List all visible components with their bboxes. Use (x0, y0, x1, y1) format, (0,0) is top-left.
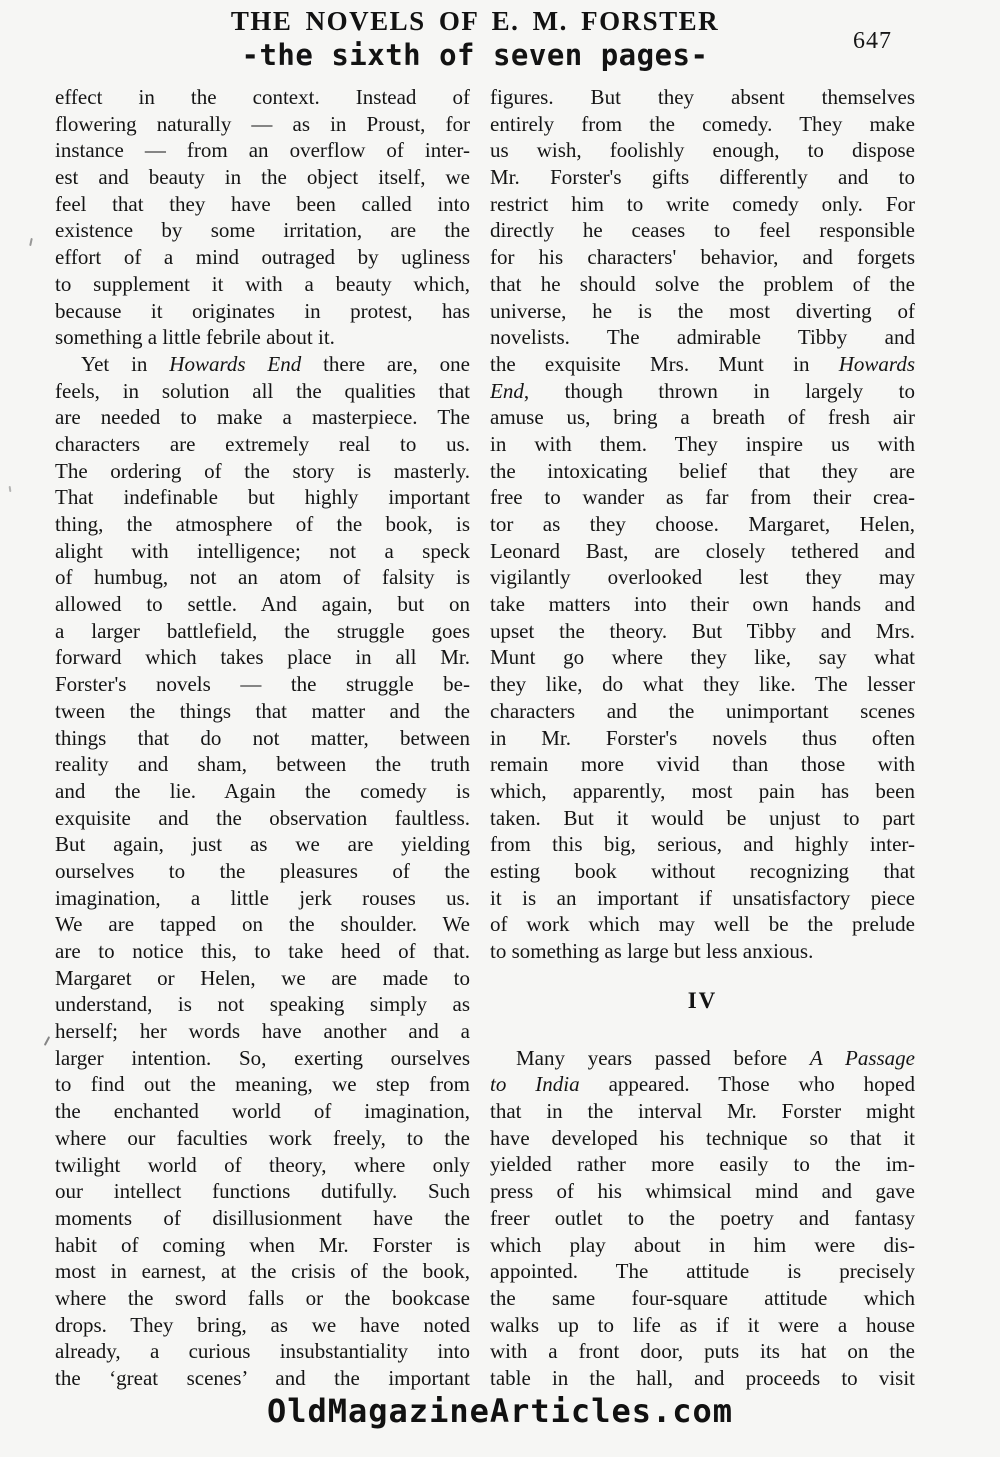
text-line (490, 564, 915, 591)
text-run: drops. They bring, as we have noted (55, 1312, 470, 1337)
text-line (55, 1152, 470, 1179)
text-line (490, 431, 915, 458)
text-run: reality and sham, between the truth (55, 752, 470, 777)
text-run: directly he ceases to feel responsible (490, 218, 915, 243)
text-run: for his characters' behavior, and forgets (490, 245, 915, 270)
text-line (490, 751, 915, 778)
text-run: forward which takes place in all Mr. (55, 645, 470, 670)
text-line (490, 244, 915, 271)
text-run: esting book without recognizing that (490, 858, 915, 883)
text-run: est and beauty in the object itself, we (55, 165, 470, 190)
text-run: of work which may well be the prelude (490, 912, 915, 937)
text-run: feels, in solution all the qualities that (55, 378, 470, 403)
text-run: amuse us, bring a breath of fresh air (490, 405, 915, 430)
text-run: The ordering of the story is masterly. (55, 458, 470, 483)
text-line (55, 1125, 470, 1152)
text-line (490, 1071, 915, 1098)
text-run: from this big, serious, and highly inter- (490, 832, 915, 857)
text-run: characters are extremely real to us. (55, 431, 470, 456)
text-line (55, 164, 470, 191)
text-line (490, 111, 915, 138)
text-line (490, 458, 915, 485)
text-line (55, 217, 470, 244)
text-line (55, 84, 470, 111)
text-run: Margaret or Helen, we are made to (55, 965, 470, 990)
text-run: press of his whimsical mind and gave (490, 1179, 915, 1204)
text-run: they like, do what they like. The lesser (490, 672, 915, 697)
text-run: instance — from an overflow of inter- (55, 138, 470, 163)
text-line (490, 217, 915, 244)
text-run: entirely from the comedy. They make (490, 111, 915, 136)
text-line (490, 351, 915, 378)
text-run: a larger battlefield, the struggle goes (55, 618, 470, 643)
text-run: to find out the meaning, we step from (55, 1072, 470, 1097)
text-run: thing, the atmosphere of the book, is (55, 512, 470, 536)
text-line (55, 484, 470, 511)
text-run: tor as they choose. Margaret, Helen, (490, 512, 915, 536)
text-line (490, 591, 915, 618)
page-sequence-note: -the sixth of seven pages- (241, 38, 709, 72)
text-run: imagination, a little jerk rouses us. (55, 885, 470, 910)
text-line (490, 84, 915, 111)
text-line (55, 858, 470, 885)
text-line (490, 1151, 915, 1178)
text-line (55, 698, 470, 725)
text-run: of humbug, not an atom of falsity is (55, 565, 470, 590)
text-line (490, 644, 915, 671)
text-run: ourselves to the pleasures of the (55, 858, 470, 883)
text-line (490, 858, 915, 885)
text-run: which play about in him were dis- (490, 1232, 915, 1257)
text-line (490, 538, 915, 565)
text-run: most in earnest, at the crisis of the book, (55, 1259, 470, 1284)
article-body (55, 84, 915, 1392)
text-run: that in the interval Mr. Forster might (490, 1099, 915, 1124)
page-footer (0, 1392, 1000, 1430)
text-line (55, 511, 470, 538)
text-run: effort of a mind outraged by ugliness (55, 245, 470, 270)
text-line (55, 298, 470, 325)
text-line (490, 404, 915, 431)
text-run: Munt go where they like, say what (490, 645, 915, 670)
text-run: in Mr. Forster's novels thus often (490, 725, 915, 750)
article-title: THE NOVELS OF E. M. FORSTER (230, 6, 720, 36)
left-column (55, 84, 470, 1392)
text-line (490, 511, 915, 538)
watermark-text: OldMagazineArticles.com (266, 1392, 734, 1430)
text-line (55, 1338, 470, 1365)
text-line (55, 618, 470, 645)
text-run: herself; her words have another and a (55, 1019, 470, 1044)
text-line (490, 484, 915, 511)
text-line (490, 1232, 915, 1259)
text-line (55, 564, 470, 591)
text-line (490, 137, 915, 164)
text-line (490, 1098, 915, 1125)
text-run: universe, he is the most diverting of (490, 298, 915, 323)
text-line (490, 271, 915, 298)
text-line (55, 885, 470, 912)
text-line (490, 324, 915, 351)
text-run: understand, is not speaking simply as (55, 992, 470, 1017)
text-run: and the lie. Again the comedy is (55, 778, 470, 803)
text-run: Many years passed before (516, 1045, 810, 1070)
text-run: the intoxicating belief that they are (490, 458, 915, 483)
text-run: already, a curious insubstantiality into (55, 1339, 470, 1364)
text-run: moments of disillusionment have the (55, 1205, 470, 1230)
text-run: with a front door, puts its hat on the (490, 1339, 915, 1364)
text-line (490, 1125, 915, 1152)
text-line (490, 1285, 915, 1312)
text-line (55, 404, 470, 431)
text-run: table in the hall, and proceeds to visit (490, 1365, 915, 1390)
text-line (490, 938, 915, 965)
text-line (55, 965, 470, 992)
text-line (490, 1178, 915, 1205)
text-run: us wish, foolishly enough, to dispose (490, 138, 915, 163)
italic-text-run: to India (490, 1072, 580, 1097)
text-line (55, 378, 470, 405)
scan-artifact-mark (29, 238, 33, 246)
text-run: where the sword falls or the bookcase (55, 1285, 470, 1310)
text-line (490, 1312, 915, 1339)
text-run: tween the things that matter and the (55, 698, 470, 723)
text-line (55, 1045, 470, 1072)
text-run: taken. But it would be unjust to part (490, 805, 915, 830)
text-line (55, 271, 470, 298)
text-run: twilight world of theory, where only (55, 1152, 470, 1177)
text-run: the enchanted world of imagination, (55, 1099, 470, 1124)
text-run: our intellect functions dutifully. Such (55, 1179, 470, 1204)
text-run: larger intention. So, exerting ourselves (55, 1045, 470, 1070)
section-heading: IV (687, 987, 718, 1013)
text-run: effect in the context. Instead of (55, 85, 470, 109)
text-line (55, 938, 470, 965)
scan-artifact-mark (44, 1036, 50, 1046)
text-line (490, 911, 915, 938)
text-run: remain more vivid than those with (490, 752, 915, 777)
text-run: things that do not matter, between (55, 725, 470, 750)
text-run: appeared. Those who hoped (579, 1072, 915, 1097)
text-line (55, 725, 470, 752)
text-line (55, 778, 470, 805)
text-run: the same four-square attitude which (490, 1285, 915, 1310)
text-line (55, 1071, 470, 1098)
text-line (55, 751, 470, 778)
text-run: , though thrown in largely to (523, 378, 915, 403)
text-line (490, 1338, 915, 1365)
right-column (490, 84, 915, 1392)
text-run: flowering naturally — as in Proust, for (55, 111, 470, 136)
text-line (490, 191, 915, 218)
text-run: upset the theory. But Tibby and Mrs. (490, 618, 915, 643)
text-line (55, 137, 470, 164)
text-run: that he should solve the problem of the (490, 271, 915, 296)
text-line (55, 671, 470, 698)
text-line (490, 805, 915, 832)
text-line (490, 1258, 915, 1285)
text-line (490, 1365, 915, 1392)
text-run: yielded rather more easily to the im- (490, 1152, 915, 1177)
page-header (0, 0, 950, 72)
text-run: are needed to make a masterpiece. The (55, 405, 470, 430)
italic-text-run: A Passage (809, 1045, 915, 1070)
text-run: something a little febrile about it. (55, 325, 335, 350)
text-run: characters and the unimportant scenes (490, 698, 915, 723)
text-line (55, 1365, 470, 1392)
text-run: it is an important if unsatisfactory piece (490, 885, 915, 910)
text-run: restrict him to write comedy only. For (490, 191, 915, 216)
text-run: free to wander as far from their crea- (490, 485, 915, 510)
text-run: vigilantly overlooked lest they may (490, 565, 915, 590)
text-line (55, 1285, 470, 1312)
page-number: 647 (853, 28, 892, 54)
text-run: allowed to settle. And again, but on (55, 592, 470, 617)
text-line (490, 725, 915, 752)
text-line (55, 831, 470, 858)
text-line (490, 698, 915, 725)
text-line (55, 431, 470, 458)
text-line (55, 1018, 470, 1045)
text-run: Mr. Forster's gifts differently and to (490, 165, 915, 190)
text-run: alight with intelligence; not a speck (55, 538, 470, 563)
text-run: We are tapped on the shoulder. We (55, 912, 470, 937)
text-run: Forster's novels — the struggle be- (55, 672, 470, 697)
text-run: are to notice this, to take heed of that. (55, 939, 470, 963)
text-line (55, 991, 470, 1018)
text-run: have developed his technique so that it (490, 1125, 915, 1150)
text-line (55, 324, 470, 351)
text-line (55, 1178, 470, 1205)
text-run: walks up to life as if it were a house (490, 1312, 915, 1337)
text-run: novelists. The admirable Tibby and (490, 325, 915, 350)
text-line (55, 911, 470, 938)
text-line (490, 885, 915, 912)
text-line (55, 111, 470, 138)
text-run: in with them. They inspire us with (490, 431, 915, 456)
text-line (55, 1312, 470, 1339)
text-line (490, 164, 915, 191)
text-run: there are, one (301, 351, 470, 376)
italic-text-run: Howards End (169, 351, 302, 376)
text-run: existence by some irritation, are the (55, 218, 470, 243)
text-line (490, 298, 915, 325)
text-line (55, 1205, 470, 1232)
text-line (490, 618, 915, 645)
text-line (55, 191, 470, 218)
text-line (55, 538, 470, 565)
text-line (490, 778, 915, 805)
text-run: Leonard Bast, are closely tethered and (490, 538, 915, 563)
text-run: That indefinable but highly important (55, 485, 470, 510)
text-line (55, 644, 470, 671)
text-line (490, 1045, 915, 1072)
text-run: because it originates in protest, has (55, 298, 470, 323)
text-run: feel that they have been called into (55, 191, 470, 216)
text-line (55, 1258, 470, 1285)
text-run: which, apparently, most pain has been (490, 778, 915, 803)
text-line (490, 671, 915, 698)
text-line (55, 805, 470, 832)
italic-text-run: Howards (838, 351, 915, 376)
text-run: exquisite and the observation faultless. (55, 805, 470, 830)
text-line (55, 351, 470, 378)
text-run: habit of coming when Mr. Forster is (55, 1232, 470, 1257)
text-line (55, 1098, 470, 1125)
text-line (55, 458, 470, 485)
text-run: to supplement it with a beauty which, (55, 271, 470, 296)
text-run: take matters into their own hands and (490, 592, 915, 617)
text-run: the exquisite Mrs. Munt in (490, 351, 839, 376)
text-run: But again, just as we are yielding (55, 832, 470, 857)
text-run: the ‘great scenes’ and the important (55, 1366, 470, 1390)
text-line (490, 831, 915, 858)
text-run: figures. But they absent themselves (490, 85, 915, 109)
text-line (55, 244, 470, 271)
text-line (55, 1232, 470, 1259)
italic-text-run: End (490, 378, 524, 403)
text-run: appointed. The attitude is precisely (490, 1259, 915, 1284)
text-run: where our faculties work freely, to the (55, 1125, 470, 1150)
text-line (55, 591, 470, 618)
scan-artifact-mark (9, 486, 12, 492)
text-run: to something as large but less anxious. (490, 939, 814, 963)
text-line (490, 378, 915, 405)
text-line (490, 1205, 915, 1232)
text-run: Yet in (81, 351, 170, 376)
text-run: freer outlet to the poetry and fantasy (490, 1205, 915, 1230)
